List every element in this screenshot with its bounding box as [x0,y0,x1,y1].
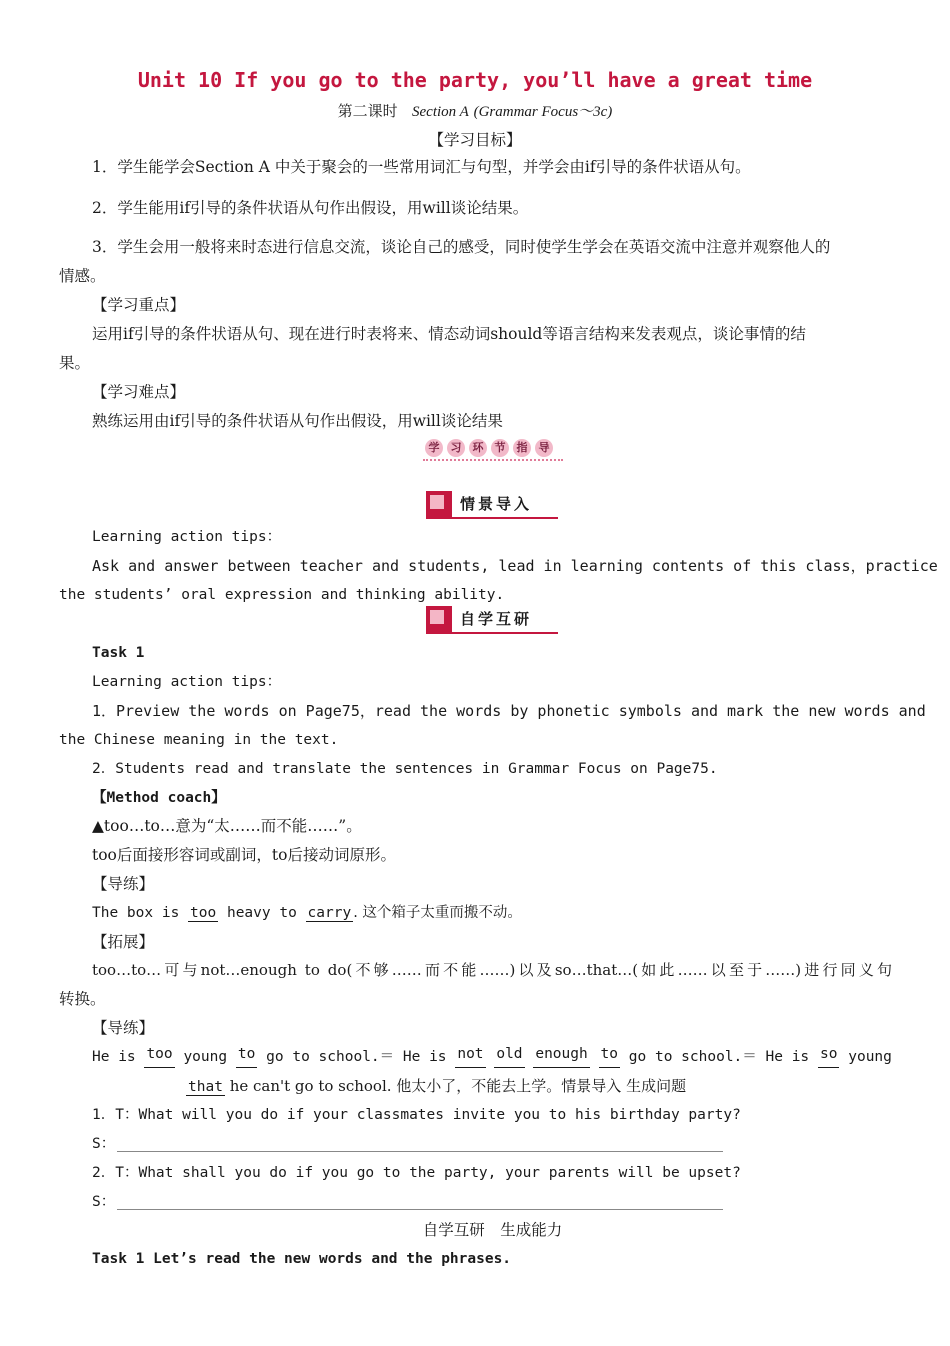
answer-blank: enough [533,1046,589,1068]
sentence-text: . 这个箱子太重而搬不动。 [353,905,522,921]
tips-text: 2．Students read and translate the sentences in Grammar Focus on Page75. [92,761,718,777]
key-points-heading: 【学习重点】 [92,296,186,314]
section-banner-intro [426,491,558,517]
banner-char: 习 [447,439,465,457]
sentence-text: young [183,1049,228,1065]
sentence-text: He is [92,1049,136,1065]
question: 1．T：What will you do if your classmates invite you to his birthday party? [92,1107,741,1123]
lesson-label: 第二课时 [337,102,398,120]
sentence-text: heavy to [218,905,306,921]
section-banner-self-study [426,606,558,632]
tips-text: the students’ oral expression and thinking ability. [59,587,505,603]
answer-blank: too [190,905,217,921]
answer-blank: carry [307,905,352,921]
task-line: Task 1 Let’s read the new words and the phrases. [92,1251,512,1267]
answer-blank: not [455,1046,485,1068]
extend-text: too…to…可与not…enough to do(不够……而不能……)以及so…that…(如此……以至于……)进行同义句 [92,961,892,979]
section-square-inner [430,610,444,624]
section-label: 情景导入 [460,495,533,513]
banner-char: 环 [469,439,487,457]
practice-heading: 【导练】 [92,1019,155,1037]
method-coach-heading: 【Method coach】 [92,790,226,806]
answer-blank: to [599,1046,620,1068]
answer-blank: that [188,1079,223,1095]
key-points-text: 果。 [59,354,91,372]
practice-sentence [92,1046,892,1068]
objective-item: 1．学生能学会Section A 中关于聚会的一些常用词汇与句型，并学会由if引导的条件状语从句。 [92,158,751,176]
difficult-points-text: 熟练运用由if引导的条件状语从句作出假设，用will谈论结果 [92,412,503,430]
banner-divider [423,459,563,461]
answer-label: S： [92,1136,116,1152]
banner-char: 指 [513,439,531,457]
answer-blank: to [236,1046,257,1068]
method-rule: ▲too…to…意为“太……而不能……”。 [92,817,362,835]
practice-heading: 【导练】 [92,875,155,893]
tips-text: Ask and answer between teacher and students, lead in learning contents of this class，practice [92,557,938,575]
key-points-text: 运用if引导的条件状语从句、现在进行时表将来、情态动词should等语言结构来发表观点，谈论事情的结 [92,325,806,343]
learning-guide-banner [423,436,563,464]
section-label: Section A [412,104,469,120]
objective-item: 3．学生会用一般将来时态进行信息交流，谈论自己的感受，同时使学生学会在英语交流中注意并观察他人的 [92,238,831,256]
banner-char: 节 [491,439,509,457]
method-note: too后面接形容词或副词，to后接动词原形。 [92,846,396,864]
focus-label: (Grammar Focus～3c) [473,104,613,120]
sentence-text: go to school.＝ He is [628,1049,810,1065]
task-heading: Task 1 [92,645,145,661]
answer-line[interactable] [117,1151,723,1152]
answer-blank: old [494,1046,524,1068]
section-underline [426,517,558,519]
answer-blank: too [144,1046,174,1068]
answer-line[interactable] [117,1209,723,1210]
section-square-inner [430,495,444,509]
page-title: Unit 10 If you go to the party, you’ll have a great time [137,68,813,92]
tips-heading: Learning action tips： [92,674,282,690]
difficult-points-heading: 【学习难点】 [92,383,186,401]
banner-char: 导 [535,439,553,457]
sentence-text: go to school.＝ He is [266,1049,447,1065]
question: 2．T：What shall you do if you go to the party, your parents will be upset? [92,1165,741,1181]
extend-text: 转换。 [59,990,106,1008]
objective-item: 情感。 [59,267,106,285]
answer-blank: so [818,1046,839,1068]
sentence-text: young [848,1049,892,1065]
objectives-heading: 【学习目标】 [428,131,522,149]
page-subtitle [0,100,950,121]
practice-sentence [186,1075,686,1098]
sentence-text: The box is [92,905,189,921]
practice-sentence [92,902,522,924]
tips-text: 1．Preview the words on Page75，read the words by phonetic symbols and mark the new words and [92,702,926,720]
answer-label: S： [92,1194,116,1210]
extend-heading: 【拓展】 [92,933,155,951]
section-center-heading: 自学互研 生成能力 [422,1221,563,1239]
tips-heading: Learning action tips： [92,529,282,545]
sentence-text: he can't go to school. 他太小了，不能去上学。情景导入 生成问题 [224,1077,687,1095]
section-underline [426,632,558,634]
banner-char: 学 [425,439,443,457]
section-label: 自学互研 [460,610,533,628]
objective-item: 2．学生能用if引导的条件状语从句作出假设，用will谈论结果。 [92,199,529,217]
tips-text: the Chinese meaning in the text. [59,732,339,748]
